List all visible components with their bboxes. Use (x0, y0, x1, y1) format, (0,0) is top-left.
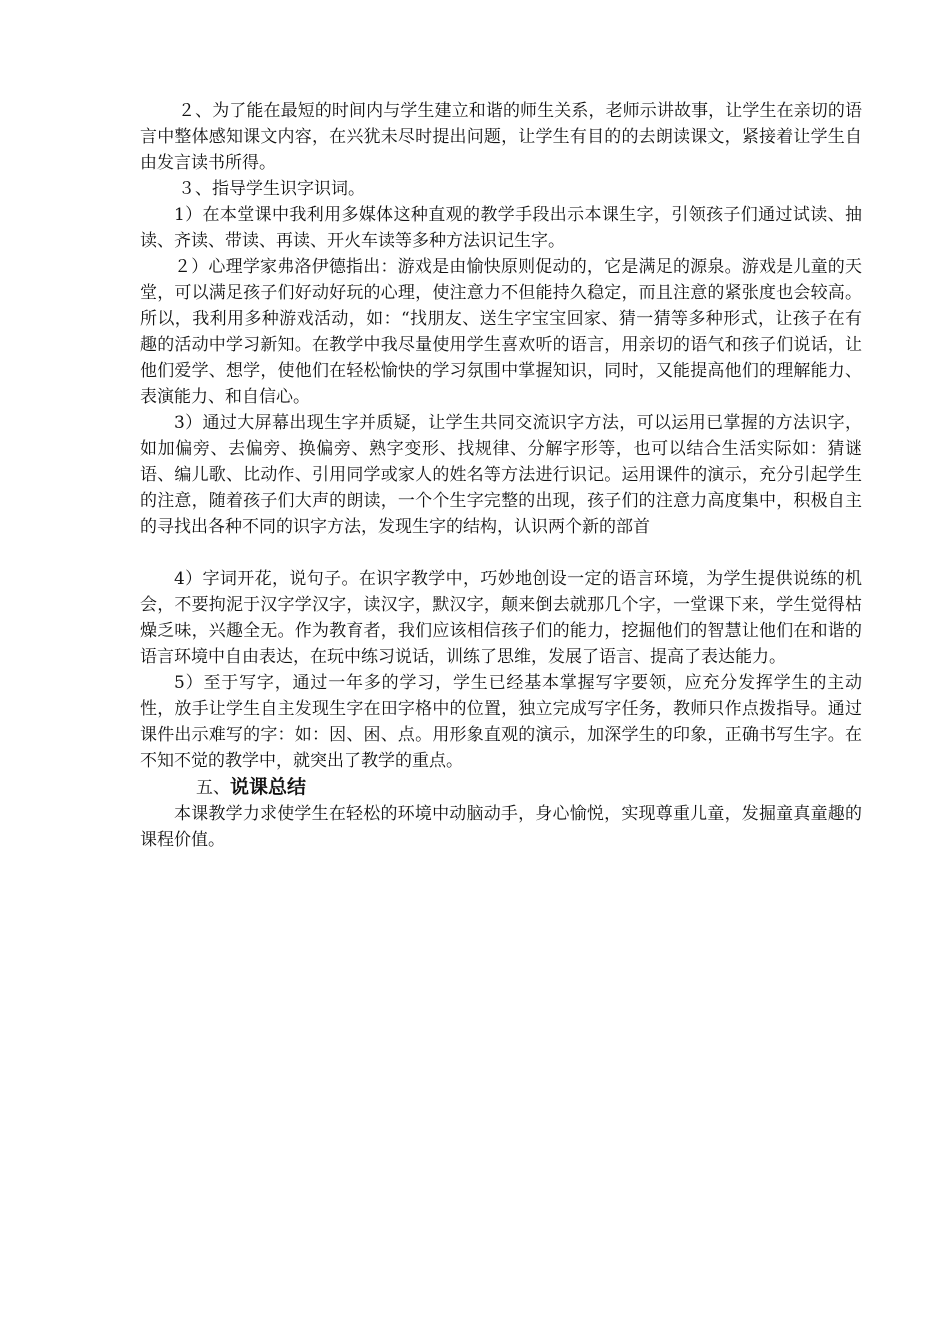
section-number: 五、 (196, 778, 230, 798)
paragraph-3-4-sentences: 4）字词开花，说句子。在识字教学中，巧妙地创设一定的语言环境，为学生提供说练的机会，不要拘泥于汉字学汉字，读汉字，默汉字，颠来倒去就那几个字，一堂课下来，学生觉得枯燥乏味，兴趣全无。作为教育者，我们应该相信孩子们的能力，挖掘他们的智慧让他们在和谐的语言环境中自由表达，在玩中练习说话，训练了思维，发展了语言、提高了表达能力。 (140, 569, 862, 667)
blank-line (140, 540, 862, 566)
paragraph-3-3-methods: 3）通过大屏幕出现生字并质疑，让学生共同交流识字方法，可以运用已掌握的方法识字，如加偏旁、去偏旁、换偏旁、熟字变形、找规律、分解字形等，也可以结合生活实际如：猜谜语、编儿歌、比动作、引用同学或家人的姓名等方法进行识记。运用课件的演示，充分引起学生的注意，随着孩子们大声的朗读，一个个生字完整的出现，孩子们的注意力高度集中，积极自主的寻找出各种不同的识字方法，发现生字的结构，认识两个新的部首 (140, 413, 862, 537)
paragraph-3-5-writing: 5）至于写字，通过一年多的学习，学生已经基本掌握写字要领，应充分发挥学生的主动性，放手让学生自主发现生字在田字格中的位置，独立完成写字任务，教师只作点拨指导。通过课件出示难写的字：如：因、困、点。用形象直观的演示，加深学生的印象，正确书写生字。在不知不觉的教学中，就突出了教学的重点。 (140, 673, 862, 771)
paragraph-summary: 本课教学力求使学生在轻松的环境中动脑动手，身心愉悦，实现尊重儿童，发掘童真童趣的课程价值。 (140, 804, 862, 850)
section-title: 说课总结 (230, 776, 307, 798)
paragraph-3-character-learning: ３、指导学生识字识词。 (178, 179, 365, 199)
section-heading-summary (140, 774, 862, 801)
document-body (140, 98, 862, 853)
paragraph-3-2-games: ２）心理学家弗洛伊德指出：游戏是由愉快原则促动的，它是满足的源泉。游戏是儿童的天堂，可以满足孩子们好动好玩的心理，使注意力不但能持久稳定，而且注意的紧张度也会较高。所以，我利用多种游戏活动，如：“找朋友、送生字宝宝回家、猜一猜等多种形式，让孩子在有趣的活动中学习新知。在教学中我尽量使用学生喜欢听的语言，用亲切的语气和孩子们说话，让他们爱学、想学，使他们在轻松愉快的学习氛围中掌握知识，同时，又能提高他们的理解能力、表演能力、和自信心。 (140, 257, 862, 407)
paragraph-3-1-multimedia: 1）在本堂课中我利用多媒体这种直观的教学手段出示本课生字，引领孩子们通过试读、抽读、齐读、带读、再读、开火车读等多种方法识记生字。 (140, 205, 862, 251)
paragraph-2-teaching-story: ２、为了能在最短的时间内与学生建立和谐的师生关系，老师示讲故事，让学生在亲切的语言中整体感知课文内容，在兴犹未尽时提出问题，让学生有目的的去朗读课文，紧接着让学生自由发言读书所得。 (140, 101, 862, 173)
